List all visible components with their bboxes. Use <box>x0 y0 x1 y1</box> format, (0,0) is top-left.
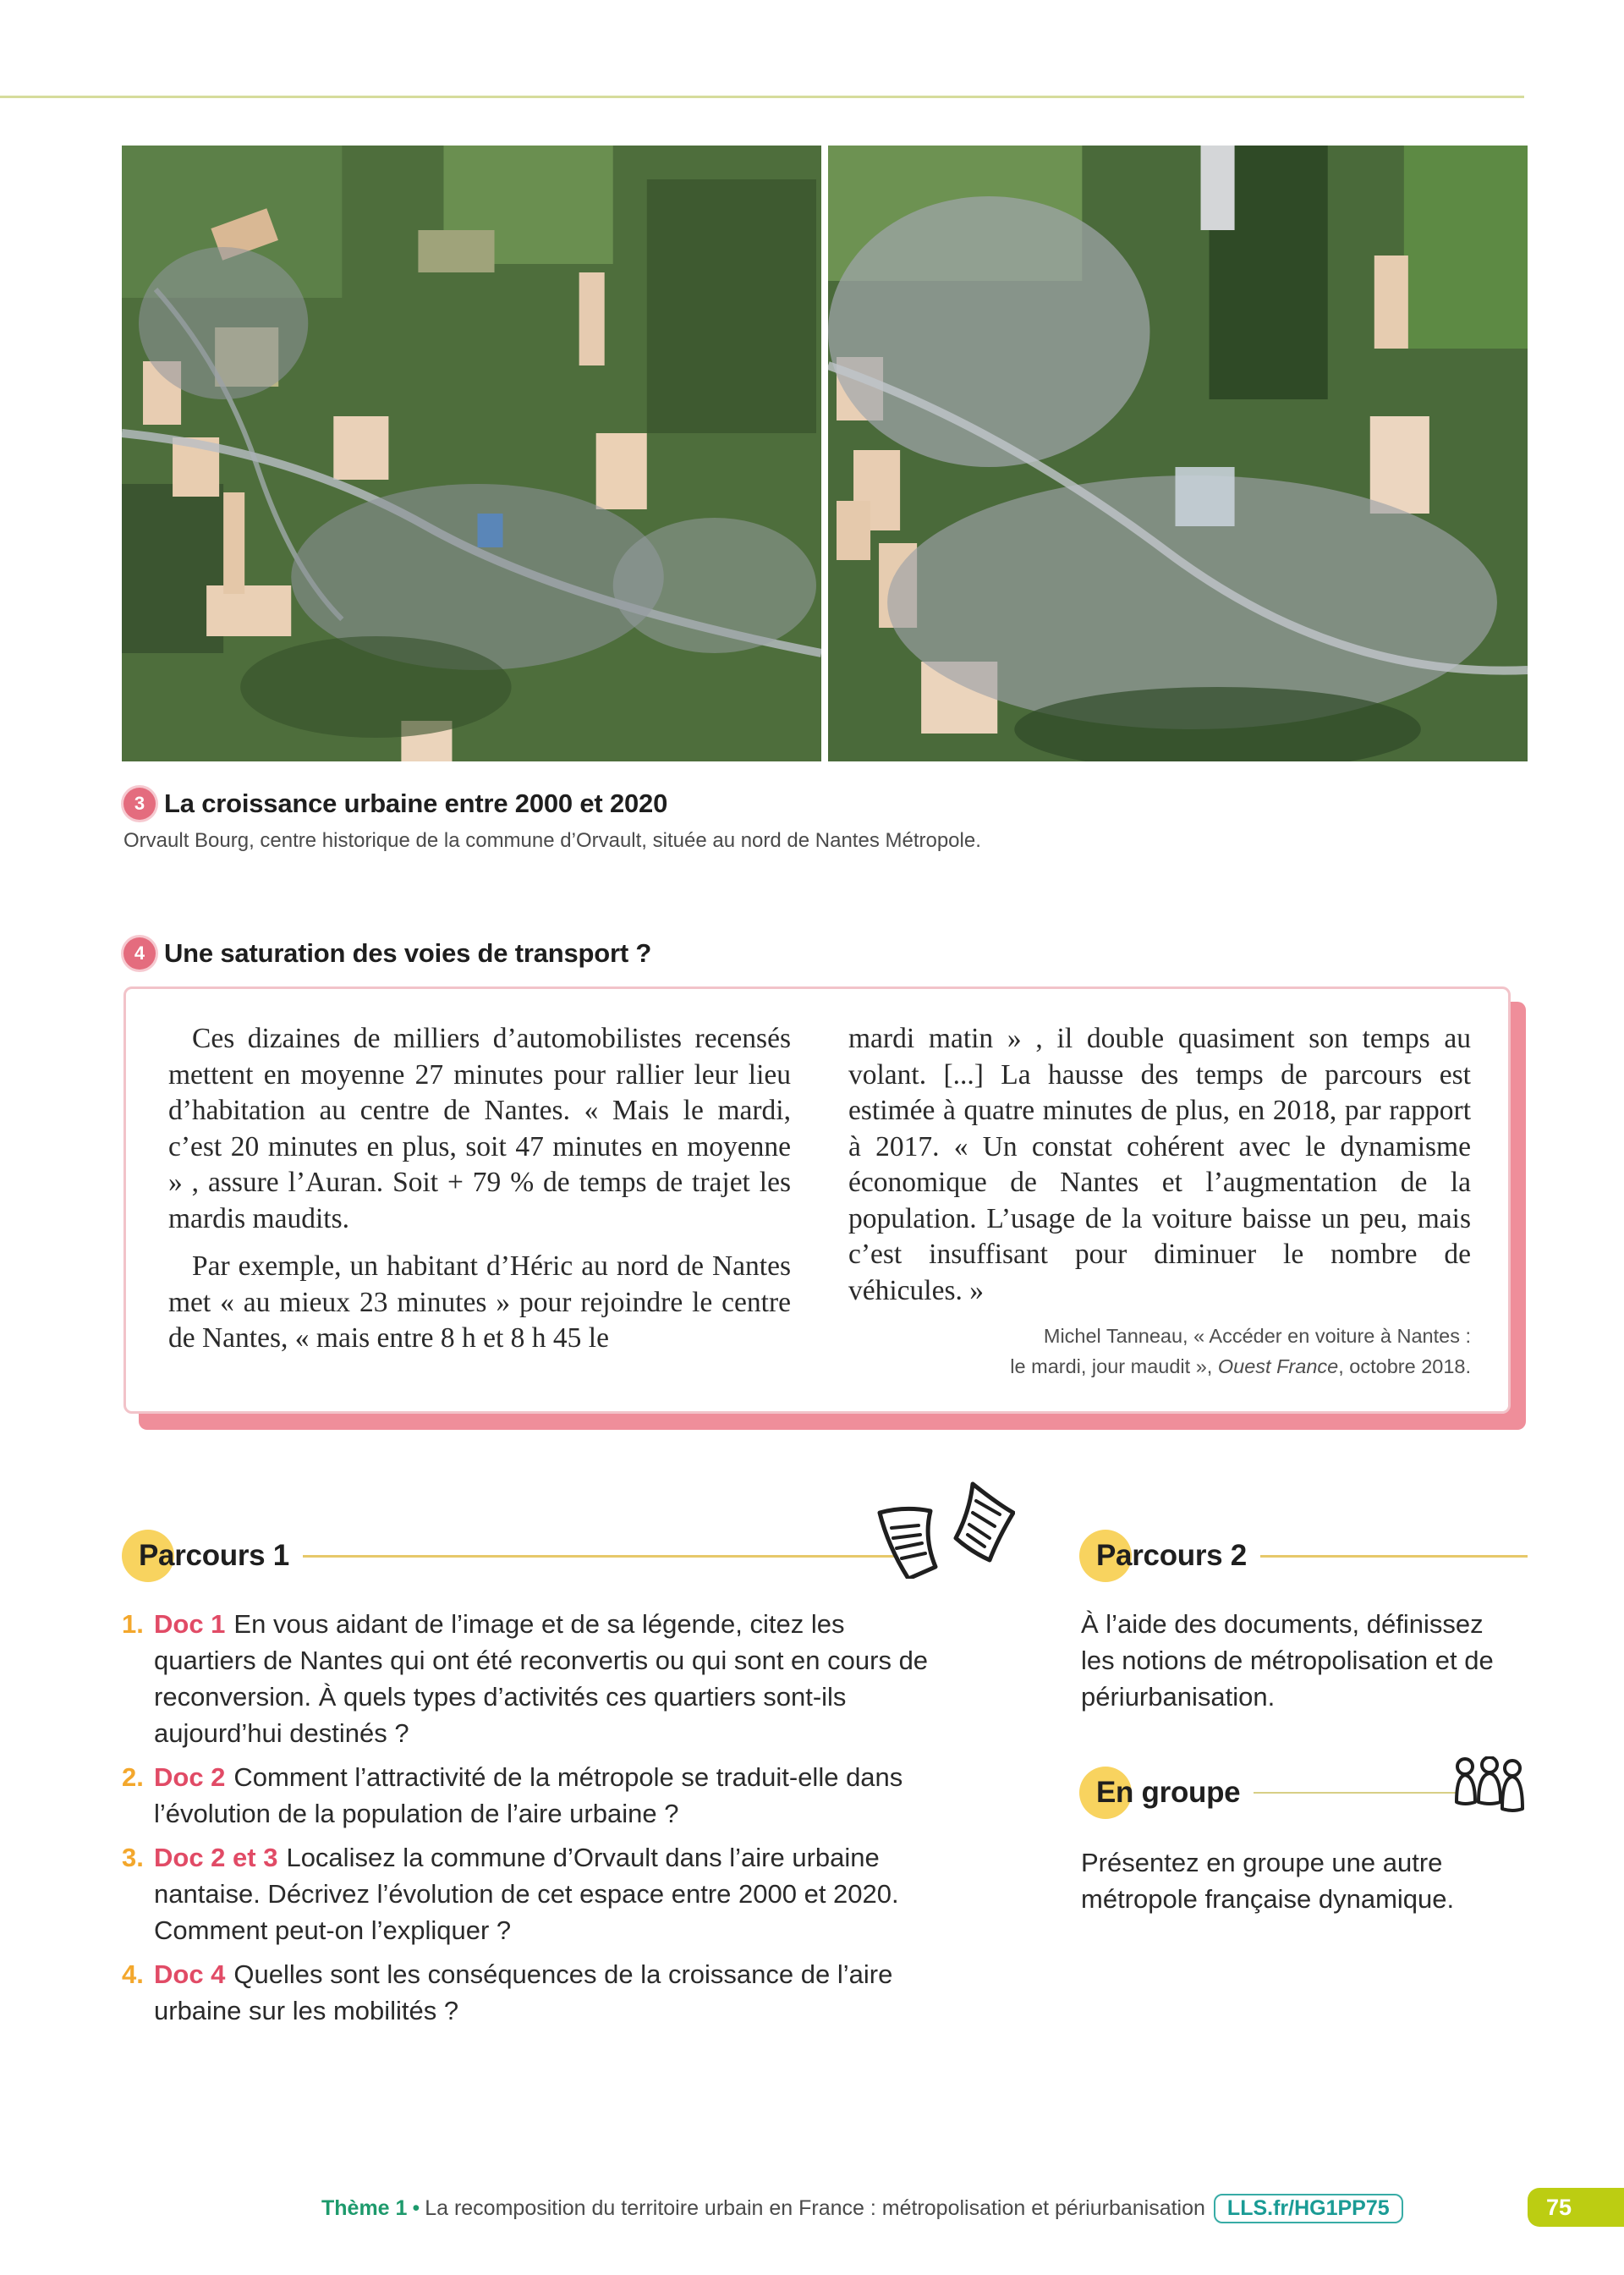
source-text: le mardi, jour maudit », <box>1010 1355 1218 1377</box>
parcours1-label: Parcours 1 <box>139 1539 289 1572</box>
quote-paragraph: Par exemple, un habitant d’Héric au nord de Nantes met « au mieux 23 minutes » pour rejoindre le centre de Nantes, « mais entre 8 h et 8 h 45 le <box>168 1250 791 1354</box>
question-number: 3. <box>122 1843 144 1872</box>
parcours2-rule <box>1260 1555 1528 1558</box>
question-doc-ref: Doc 2 et 3 <box>154 1843 278 1872</box>
parcours2-text: À l’aide des documents, définissez les notions de métropolisation et de périurbanisation. <box>1081 1609 1494 1712</box>
parcours2-label: Parcours 2 <box>1096 1539 1247 1572</box>
quote-card <box>123 986 1511 1414</box>
question-doc-ref: Doc 2 <box>154 1762 226 1792</box>
question-item <box>122 1759 951 1832</box>
question-item <box>122 1839 951 1948</box>
quote-column-2 <box>848 1021 1471 1382</box>
source-line-1: Michel Tanneau, « Accéder en voiture à Nantes : <box>1043 1325 1471 1347</box>
question-number: 1. <box>122 1609 144 1639</box>
footer-link[interactable]: LLS.fr/HG1PP75 <box>1214 2194 1403 2223</box>
source-publication: Ouest France <box>1217 1355 1339 1377</box>
quote-source <box>848 1321 1471 1382</box>
quote-column-1 <box>168 1021 791 1382</box>
parcours1-rule <box>303 1555 900 1558</box>
footer-separator: • <box>412 2195 420 2220</box>
parcours2-header <box>1079 1530 1528 1582</box>
source-line-2 <box>848 1351 1471 1382</box>
aerial-photo-2000-image <box>122 146 821 761</box>
question-number: 4. <box>122 1959 144 1989</box>
question-item <box>122 1956 951 2029</box>
parcours2-pill <box>1079 1530 1247 1582</box>
groupe-header <box>1079 1767 1460 1819</box>
question-text: Quelles sont les conséquences de la croissance de l’aire urbaine sur les mobilités ? <box>154 1959 893 2025</box>
parcours1-pill <box>122 1530 289 1582</box>
doc3-title: La croissance urbaine entre 2000 et 2020 <box>164 789 668 818</box>
doc3-heading <box>123 788 667 820</box>
groupe-rule <box>1254 1792 1460 1794</box>
quote-paragraph: mardi matin » , il double quasiment son temps au volant. [...] La hausse des temps de parcours est estimée à quatre minutes de plus, en 2018, par rapport à 2017. « Un constat cohérent avec le dynamisme économique de Nantes et l’augmentation de la population. L’usage de la voiture baisse un peu, mais c’est insuffisant pour diminuer le nombre de véhicules. » <box>848 1023 1471 1306</box>
question-text: En vous aidant de l’image et de sa légende, citez les quartiers de Nantes qui ont été reconvertis ou qui sont en cours de reconversion. À quels types d’activités ces quartiers sont-ils aujourd’hui destinés ? <box>154 1609 929 1748</box>
doc3-number-badge: 3 <box>123 788 156 820</box>
question-text: Localisez la commune d’Orvault dans l’aire urbaine nantaise. Décrivez l’évolution de cet espace entre 2000 et 2020. Comment peut-on l’expliquer ? <box>154 1843 899 1945</box>
doc4-title: Une saturation des voies de transport ? <box>164 938 652 968</box>
question-text: Comment l’attractivité de la métropole se traduit-elle dans l’évolution de la population de l’aire urbaine ? <box>154 1762 903 1828</box>
footer-theme: Thème 1 <box>321 2195 408 2220</box>
aerial-photo-2020 <box>828 146 1528 761</box>
doc3-caption: Orvault Bourg, centre historique de la commune d’Orvault, située au nord de Nantes Métropole. <box>123 829 981 852</box>
source-date: , octobre 2018. <box>1338 1355 1471 1377</box>
question-number: 2. <box>122 1762 144 1792</box>
parcours1-questions <box>122 1606 951 2036</box>
groupe-label: En groupe <box>1096 1776 1241 1809</box>
aerial-photos <box>122 146 1528 761</box>
top-rule <box>0 96 1524 98</box>
groupe-text: Présentez en groupe une autre métropole française dynamique. <box>1081 1848 1455 1914</box>
footer-title: La recomposition du territoire urbain en France : métropolisation et périurbanisation <box>425 2195 1205 2220</box>
page-number: 75 <box>1528 2188 1624 2227</box>
group-people-icon <box>1453 1756 1526 1816</box>
quote-paragraph: Ces dizaines de milliers d’automobilistes recensés mettent en moyenne 27 minutes pour rallier leur lieu d’habitation au centre de Nantes. « Mais le mardi, c’est 20 minutes en plus, soit 47 minutes en moyenne » , assure l’Auran. Soit + 79 % de temps de trajet les mardis maudits. <box>168 1023 791 1234</box>
question-doc-ref: Doc 4 <box>154 1959 226 1989</box>
parcours1-header <box>122 1530 900 1582</box>
aerial-photo-2000 <box>122 146 821 761</box>
question-item <box>122 1606 951 1751</box>
page-footer <box>321 2191 1403 2225</box>
doc4-heading <box>123 937 651 970</box>
question-doc-ref: Doc 1 <box>154 1609 226 1639</box>
doc4-number-badge: 4 <box>123 937 156 970</box>
documents-icon <box>871 1479 1015 1579</box>
groupe-pill <box>1079 1767 1240 1819</box>
aerial-photo-2020-image <box>828 146 1528 761</box>
